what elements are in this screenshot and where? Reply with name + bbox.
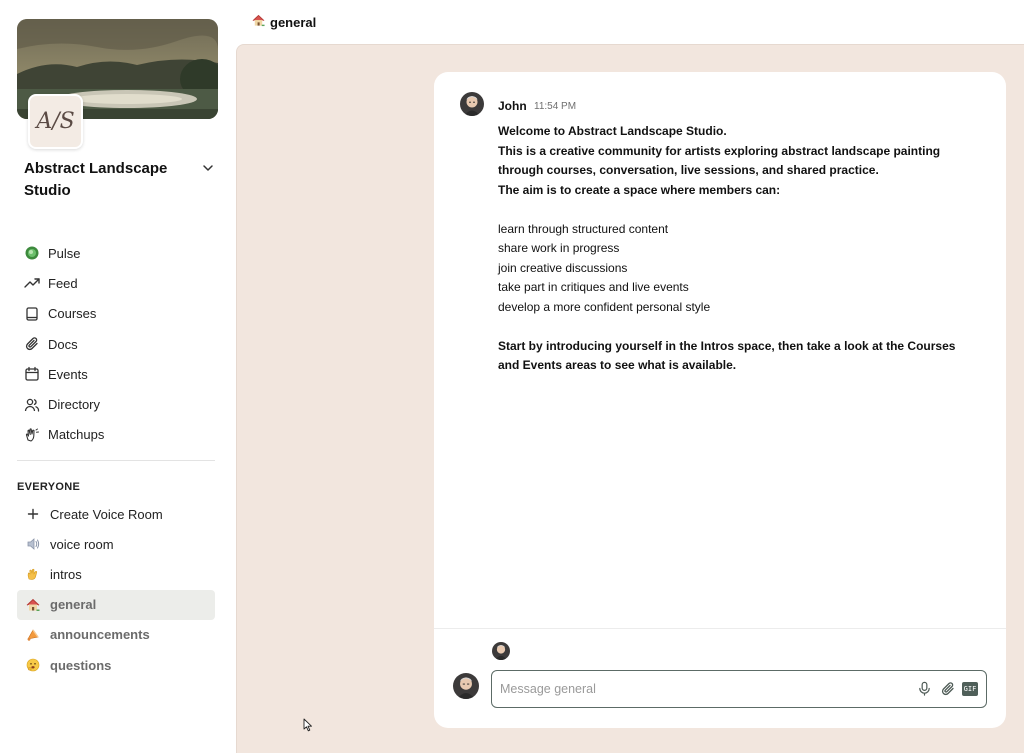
chevron-down-icon[interactable] (201, 161, 215, 175)
microphone-icon[interactable] (916, 680, 933, 697)
thinking-icon (25, 657, 41, 673)
nav-item-matchups[interactable] (17, 420, 215, 450)
nav-item-label: Pulse (48, 245, 81, 261)
create-voice-room-button[interactable] (17, 499, 215, 529)
channel-announcements[interactable] (17, 620, 215, 650)
channel-voice-room[interactable] (17, 529, 215, 559)
channel-general[interactable] (17, 590, 215, 620)
message-line: The aim is to create a space where members can: (498, 182, 781, 197)
paperclip-icon[interactable] (939, 680, 956, 697)
studio-name[interactable]: Abstract Landscape Studio (24, 160, 168, 199)
message-list-item: share work in progress (498, 241, 620, 255)
avatar[interactable] (460, 92, 484, 116)
channel-intros[interactable] (17, 559, 215, 589)
house-icon (25, 597, 41, 613)
channel-title-text: general (270, 14, 317, 30)
nav-item-label: Docs (48, 336, 78, 352)
composer-divider (434, 628, 1006, 629)
mouse-cursor-icon (303, 718, 313, 732)
message-input[interactable] (500, 671, 900, 706)
message-composer (491, 670, 987, 708)
message-timestamp: 11:54 PM (534, 101, 577, 112)
message-list-item: join creative discussions (498, 260, 628, 275)
composer-actions (916, 680, 978, 697)
main-nav (17, 238, 215, 450)
message-author[interactable]: John (498, 99, 527, 113)
message-card (434, 72, 1006, 728)
channel-list (17, 499, 215, 680)
book-icon (23, 305, 41, 323)
nav-item-label: Directory (48, 397, 101, 413)
nav-item-label: Events (48, 366, 88, 382)
nav-item-events[interactable] (17, 359, 215, 389)
message-list-item: develop a more confident personal style (498, 299, 711, 314)
nav-item-label: Feed (48, 275, 78, 291)
message-line: Welcome to Abstract Landscape Studio. (498, 124, 727, 138)
sidebar-divider (17, 460, 215, 461)
message-line: Start by introducing yourself in the Intros space, then take a look at the Courses and Events areas to see what is available. (498, 338, 956, 372)
nav-item-docs[interactable] (17, 329, 215, 359)
nav-item-label: Matchups (48, 427, 105, 443)
clap-icon (23, 426, 41, 444)
message-body (498, 122, 978, 376)
channel-label: voice room (50, 536, 114, 552)
paperclip-icon (23, 335, 41, 353)
pulse-icon (23, 244, 41, 262)
nav-item-pulse[interactable] (17, 238, 215, 268)
house-icon (252, 14, 265, 30)
calendar-icon (23, 365, 41, 383)
nav-item-label: Courses (48, 306, 97, 322)
section-label-everyone: EVERYONE (17, 481, 81, 493)
main-content (236, 44, 1024, 753)
speaker-icon (25, 536, 41, 552)
gif-button[interactable]: GIF (962, 682, 978, 696)
channel-label: intros (50, 566, 82, 582)
nav-item-feed[interactable] (17, 268, 215, 298)
avatar[interactable] (453, 673, 479, 699)
message-line: This is a creative community for artists exploring abstract landscape painting through courses, conversation, live sessions, and shared practice. (498, 143, 941, 177)
avatar (492, 642, 510, 660)
plus-icon (25, 506, 41, 522)
channel-header (236, 0, 1024, 45)
wave-icon (25, 566, 41, 582)
studio-logo: A/S (28, 94, 83, 149)
channel-questions[interactable] (17, 650, 215, 680)
message-list-item: take part in critiques and live events (498, 280, 689, 294)
users-icon (23, 396, 41, 414)
channel-label: announcements (50, 627, 150, 643)
channel-label: general (50, 597, 97, 613)
channel-label: Create Voice Room (50, 506, 163, 522)
channel-label: questions (50, 657, 112, 673)
megaphone-icon (25, 627, 41, 643)
channel-title (252, 14, 316, 30)
sidebar (0, 0, 236, 753)
message-list-item: learn through structured content (498, 221, 669, 236)
trending-icon (23, 274, 41, 292)
nav-item-courses[interactable] (17, 299, 215, 329)
nav-item-directory[interactable] (17, 389, 215, 419)
